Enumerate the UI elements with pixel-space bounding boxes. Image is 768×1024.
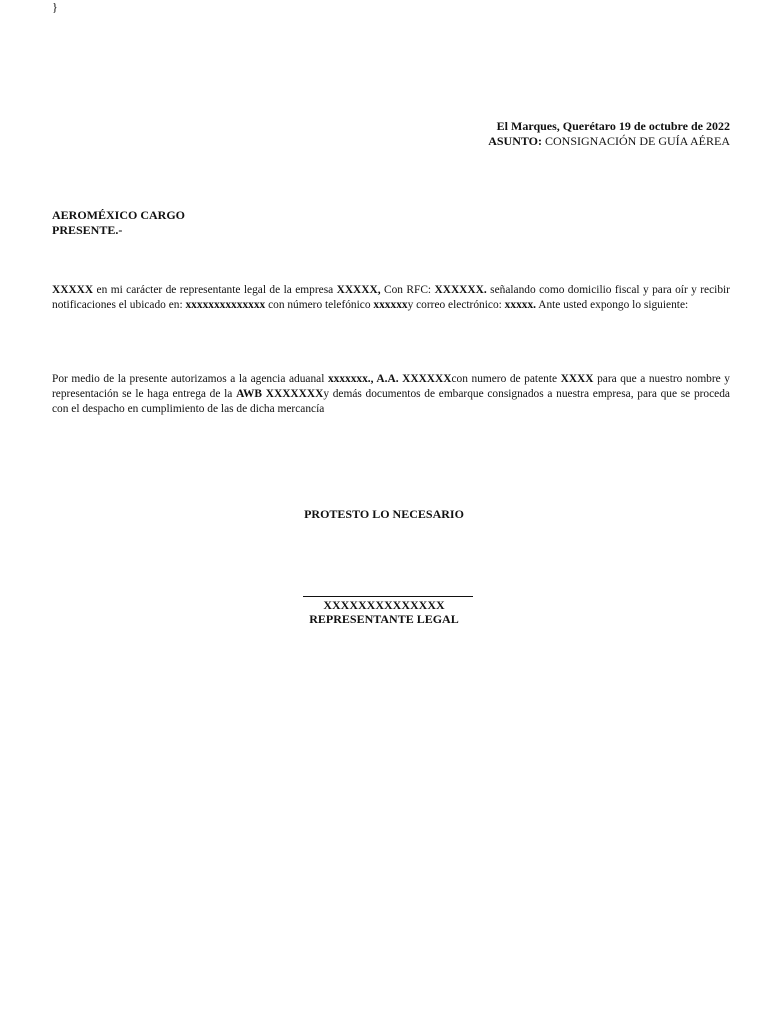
p1-text-6: Ante usted expongo lo siguiente: <box>536 299 689 311</box>
addressee-name: AEROMÉXICO CARGO <box>52 208 186 222</box>
p1-text-5: y correo electrónico: <box>407 299 505 311</box>
patent-value: XXXX <box>560 373 594 385</box>
p2-text-4: y demás documentos de embarque consignados a nuestra empresa, para que se proceda con el despacho en cumplimiento de las de dicha mercancía <box>52 388 730 415</box>
closing-statement: PROTESTO LO NECESARIO <box>304 507 464 521</box>
signature-name: XXXXXXXXXXXXXX <box>323 598 445 612</box>
place-date: El Marques, Querétaro 19 de octubre de 2022 <box>496 119 730 133</box>
stray-brace: } <box>52 0 58 14</box>
phone-value: xxxxxx <box>373 299 408 311</box>
rfc-value: XXXXXX. <box>434 284 487 296</box>
p2-text-3: para que a nuestro nombre y representación se le haga entrega de la <box>52 373 730 400</box>
paragraph-intro <box>52 283 730 313</box>
awb-value: AWB XXXXXXX <box>236 388 324 400</box>
address-value: xxxxxxxxxxxxxx <box>185 299 266 311</box>
company-name: XXXXX, <box>336 284 381 296</box>
subject-label: ASUNTO: <box>488 134 542 148</box>
signature-line <box>303 596 473 597</box>
paragraph-authorization <box>52 372 730 417</box>
p1-text-3: señalando como domicilio fiscal y para oír y recibir notificaciones el ubicado en: <box>52 284 730 311</box>
email-value: xxxxx. <box>504 299 536 311</box>
letter-header <box>488 119 730 149</box>
agency-value: xxxxxxx., A.A. XXXXXX <box>327 373 452 385</box>
p2-text-1: Por medio de la presente autorizamos a la agencia aduanal <box>52 373 328 385</box>
signature-role: REPRESENTANTE LEGAL <box>309 612 459 626</box>
subject-line <box>488 134 730 149</box>
p2-text-2: con numero de patente <box>451 373 561 385</box>
addressee-block <box>52 208 185 238</box>
p1-text-4: con número telefónico <box>265 299 374 311</box>
addressee-greeting: PRESENTE.- <box>52 223 123 237</box>
rep-name: XXXXX <box>52 284 94 296</box>
p1-text-2: Con RFC: <box>380 284 435 296</box>
p1-text-1: en mi carácter de representante legal de la empresa <box>93 284 337 296</box>
subject-value: CONSIGNACIÓN DE GUÍA AÉREA <box>542 134 730 148</box>
